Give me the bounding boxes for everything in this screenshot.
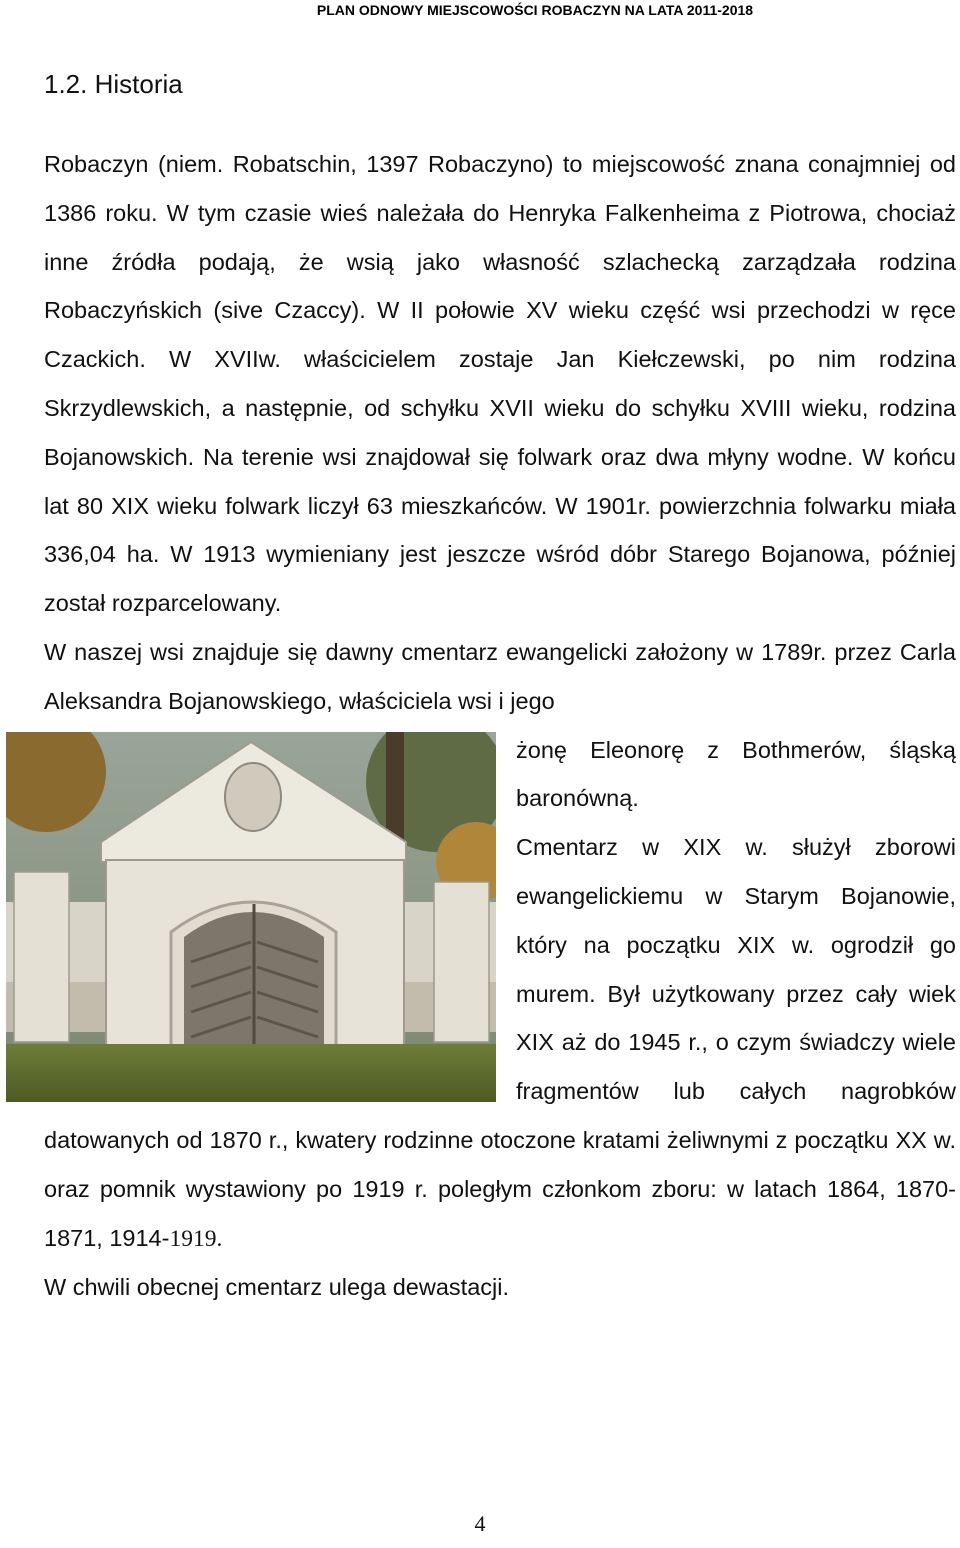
cemetery-history-year: 1919. bbox=[169, 1225, 223, 1252]
grass bbox=[6, 1044, 496, 1102]
paragraph-cemetery-wrap: żonę Eleonorę z Bothmerów, śląską baronówną. bbox=[516, 736, 956, 812]
side-pillar-left bbox=[14, 872, 69, 1042]
section-heading: 1.2. Historia bbox=[44, 69, 183, 99]
side-pillar-right bbox=[434, 882, 489, 1042]
paragraph-history: Robaczyn (niem. Robatschin, 1397 Robaczyno) to miejscowość znana conajmniej od 1386 roku. W tym czasie wieś należała do Henryka Falkenheima z Piotrowa, chociaż inne źródła podają, że wsią jako własność szlachecką zarządzała rodzina Robaczyńskich (sive Czaccy). W II połowie XV wieku część wsi przechodzi w ręce Czackich. W XVIIw. właścicielem zostaje Jan Kiełczewski, po nim rodzina Skrzydlewskich, a następnie, od schyłku XVII wieku do schyłku XVIII wieku, rodzina Bojanowskich. Na terenie wsi znajdował się folwark oraz dwa młyny wodne. W końcu lat 80 XIX wieku folwark liczył 63 mieszkańców. W 1901r. powierzchnia folwarku miała 336,04 ha. W 1913 wymieniany jest jeszcze wśród dóbr Starego Bojanowa, później został rozparcelowany. bbox=[44, 151, 956, 617]
page-number: 4 bbox=[474, 1511, 486, 1536]
cemetery-gate-photo bbox=[6, 732, 496, 1102]
running-header: PLAN ODNOWY MIEJSCOWOŚCI ROBACZYN NA LATA 2011-2018 bbox=[316, 2, 754, 18]
paragraph-current-state: W chwili obecnej cmentarz ulega dewastacji. bbox=[44, 1274, 509, 1301]
coat-of-arms bbox=[225, 763, 281, 831]
body-text bbox=[44, 140, 956, 1312]
paragraph-cemetery-intro: W naszej wsi znajduje się dawny cmentarz ewangelicki założony w 1789r. przez Carla Aleksandra Bojanowskiego, właściciela wsi i jego bbox=[44, 638, 956, 714]
cemetery-history-text: Cmentarz w XIX w. służył zborowi ewangelickiemu w Starym Bojanowie, który na początku XIX w. ogrodził go murem. Był użytkowany przez cały wiek XIX aż do 1945 r., o czym świadczy wiele fragmentów lub całych nagrobków datowanych od 1870 r., kwatery rodzinne otoczone kratami żeliwnymi z początku XX w. oraz pomnik wystawiony po 1919 r. poległym członkom zboru: w latach 1864, 1870-1871, 1914- bbox=[44, 834, 956, 1251]
